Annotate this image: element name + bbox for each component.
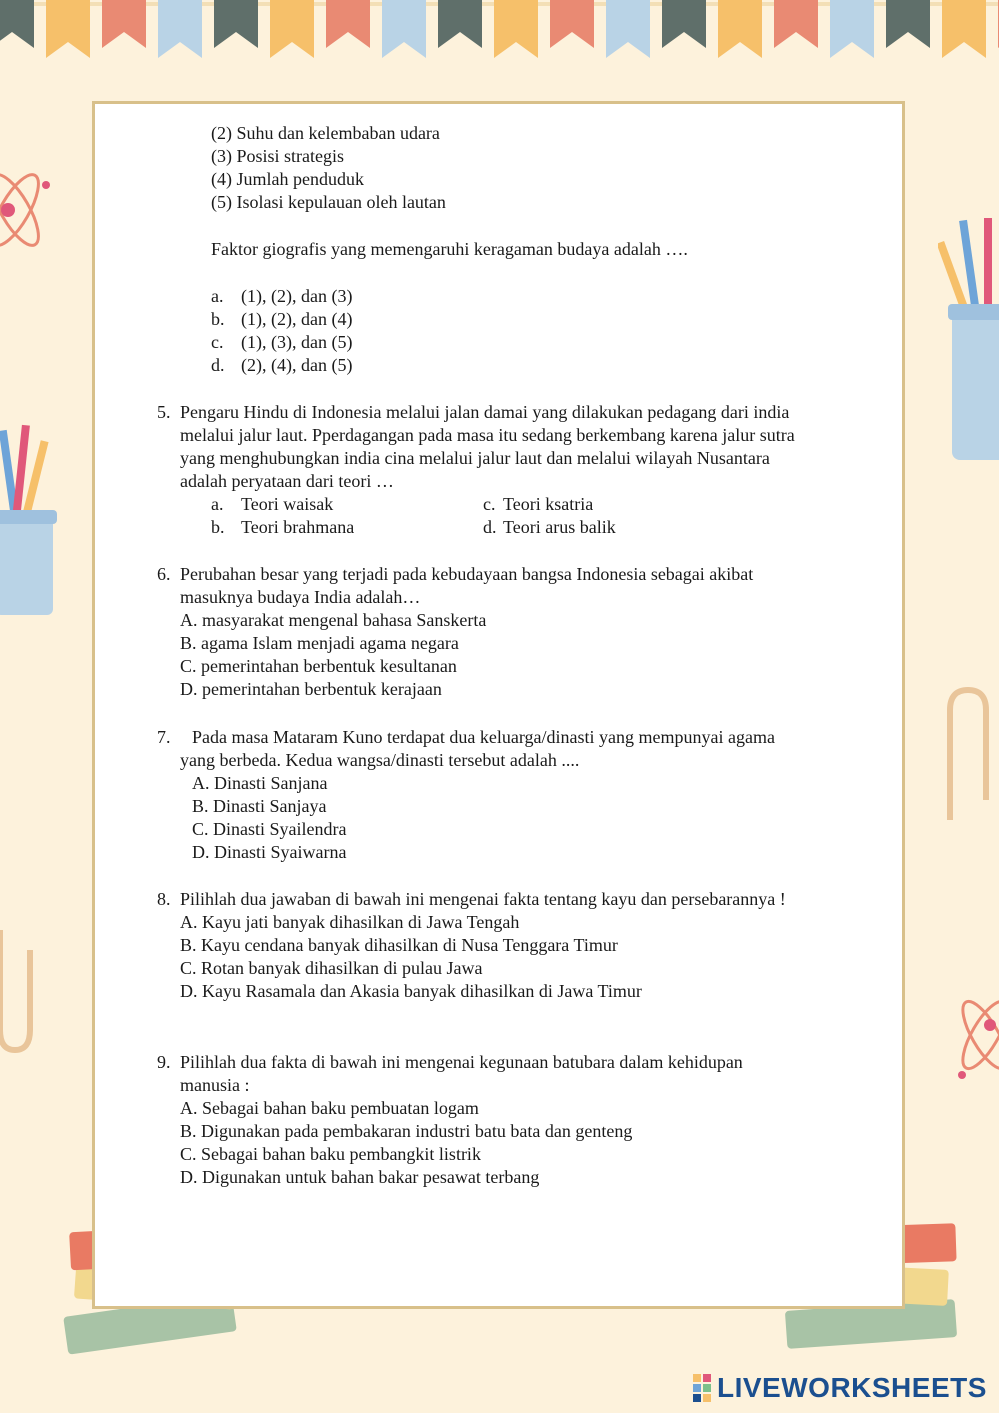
bunting-flag — [830, 0, 874, 58]
question-number: 6. — [157, 564, 171, 584]
q4-option-a[interactable]: (1), (2), dan (3) — [241, 286, 353, 306]
bunting-flag — [774, 0, 818, 48]
question-text: yang berbeda. Kedua wangsa/dinasti tersebut adalah .... — [180, 750, 580, 770]
bunting-flag — [718, 0, 762, 58]
paperclip-icon — [0, 920, 45, 1060]
bunting-flag — [550, 0, 594, 48]
option-letter: a. — [211, 494, 224, 514]
q7-option-c[interactable]: C. Dinasti Syailendra — [192, 819, 347, 839]
question-number: 9. — [157, 1052, 171, 1072]
pencil-cup-icon — [0, 410, 70, 620]
liveworksheets-logo[interactable] — [692, 1373, 987, 1403]
question-text: Pada masa Mataram Kuno terdapat dua keluarga/dinasti yang mempunyai agama — [192, 727, 775, 747]
bunting-flag — [494, 0, 538, 58]
q5-option-a[interactable]: Teori waisak — [241, 494, 334, 514]
question-number: 7. — [157, 727, 171, 747]
logo-mark-icon — [692, 1373, 714, 1403]
question-text: adalah peryataan dari teori … — [180, 471, 394, 491]
question-text: masuknya budaya India adalah… — [180, 587, 421, 607]
q8-option-b[interactable]: B. Kayu cendana banyak dihasilkan di Nusa Tenggara Timur — [180, 935, 618, 955]
logo-text: LIVEWORKSHEETS — [717, 1372, 987, 1403]
bunting-decoration — [0, 0, 999, 70]
q9-option-c[interactable]: C. Sebagai bahan baku pembangkit listrik — [180, 1144, 481, 1164]
option-letter: d. — [483, 517, 497, 537]
question-text: Pilihlah dua fakta di bawah ini mengenai kegunaan batubara dalam kehidupan — [180, 1052, 743, 1072]
q4-option-b[interactable]: (1), (2), dan (4) — [241, 309, 353, 329]
question-number: 8. — [157, 889, 171, 909]
bunting-flag — [46, 0, 90, 58]
bunting-flag — [0, 0, 34, 48]
q8-option-a[interactable]: A. Kayu jati banyak dihasilkan di Jawa Tengah — [180, 912, 520, 932]
bunting-flag — [270, 0, 314, 58]
atom-icon — [0, 140, 70, 280]
bunting-flag — [662, 0, 706, 48]
q4-item: (4) Jumlah penduduk — [211, 169, 364, 189]
q6-option-d[interactable]: D. pemerintahan berbentuk kerajaan — [180, 679, 442, 699]
question-text: Perubahan besar yang terjadi pada kebudayaan bangsa Indonesia sebagai akibat — [180, 564, 754, 584]
question-number: 5. — [157, 402, 171, 422]
q4-item: (5) Isolasi kepulauan oleh lautan — [211, 192, 446, 212]
bunting-flag — [158, 0, 202, 58]
atom-icon — [940, 980, 999, 1090]
bunting-flag — [438, 0, 482, 48]
bunting-flag — [886, 0, 930, 48]
q4-item: (2) Suhu dan kelembaban udara — [211, 123, 440, 143]
q7-option-d[interactable]: D. Dinasti Syaiwarna — [192, 842, 347, 862]
q5-option-c[interactable]: Teori ksatria — [503, 494, 594, 514]
q4-option-c[interactable]: (1), (3), dan (5) — [241, 332, 353, 352]
q9-option-d[interactable]: D. Digunakan untuk bahan bakar pesawat terbang — [180, 1167, 540, 1187]
question-text: yang menghubungkan india cina melalui jalur laut dan melalui wilayah Nusantara — [180, 448, 770, 468]
q4-option-d[interactable]: (2), (4), dan (5) — [241, 355, 353, 375]
option-letter: b. — [211, 309, 225, 329]
bunting-flag — [606, 0, 650, 58]
q9-option-b[interactable]: B. Digunakan pada pembakaran industri batu bata dan genteng — [180, 1121, 633, 1141]
bunting-flag — [102, 0, 146, 48]
paperclip-icon — [930, 680, 999, 830]
q6-option-c[interactable]: C. pemerintahan berbentuk kesultanan — [180, 656, 457, 676]
q7-option-a[interactable]: A. Dinasti Sanjana — [192, 773, 328, 793]
bunting-flag — [942, 0, 986, 58]
q4-item: (3) Posisi strategis — [211, 146, 344, 166]
bunting-flag — [326, 0, 370, 48]
option-letter: b. — [211, 517, 225, 537]
option-letter: c. — [483, 494, 496, 514]
option-letter: d. — [211, 355, 225, 375]
bunting-flag — [214, 0, 258, 48]
q5-option-d[interactable]: Teori arus balik — [503, 517, 616, 537]
q8-option-c[interactable]: C. Rotan banyak dihasilkan di pulau Jawa — [180, 958, 483, 978]
question-text: Pilihlah dua jawaban di bawah ini mengenai fakta tentang kayu dan persebarannya ! — [180, 889, 786, 909]
question-text: melalui jalur laut. Pperdagangan pada masa itu sedang berkembang karena jalur sutra — [180, 425, 795, 445]
option-letter: c. — [211, 332, 224, 352]
q5-option-b[interactable]: Teori brahmana — [241, 517, 355, 537]
q4-prompt: Faktor giografis yang memengaruhi keragaman budaya adalah …. — [211, 239, 688, 259]
bunting-flag — [382, 0, 426, 58]
pencil-cup-icon — [938, 210, 999, 470]
question-text: Pengaru Hindu di Indonesia melalui jalan damai yang dilakukan pedagang dari india — [180, 402, 790, 422]
q6-option-b[interactable]: B. agama Islam menjadi agama negara — [180, 633, 459, 653]
q9-option-a[interactable]: A. Sebagai bahan baku pembuatan logam — [180, 1098, 479, 1118]
question-text: manusia : — [180, 1075, 250, 1095]
q6-option-a[interactable]: A. masyarakat mengenal bahasa Sanskerta — [180, 610, 487, 630]
q7-option-b[interactable]: B. Dinasti Sanjaya — [192, 796, 327, 816]
option-letter: a. — [211, 286, 224, 306]
q8-option-d[interactable]: D. Kayu Rasamala dan Akasia banyak dihasilkan di Jawa Timur — [180, 981, 642, 1001]
